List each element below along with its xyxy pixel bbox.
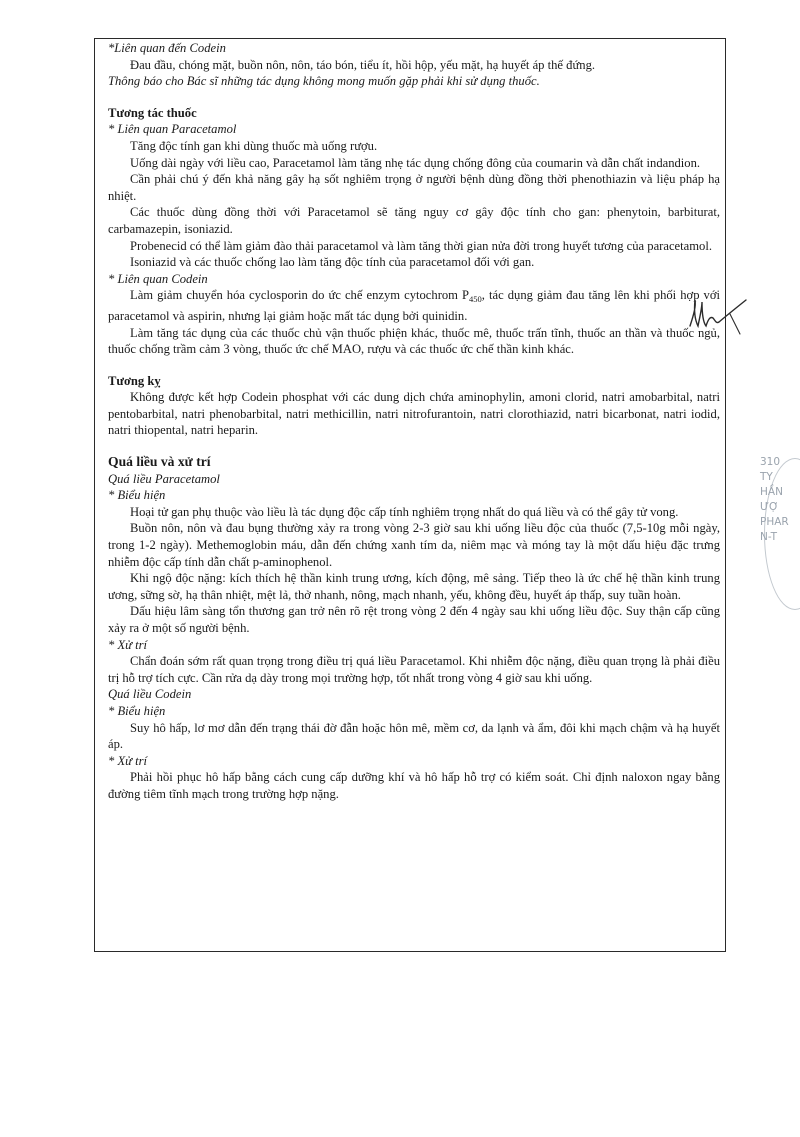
interaction-item: Uống dài ngày với liều cao, Paracetamol làm tăng nhẹ tác dụng chống đông của coumarin và dẫn chất indandion. [130, 155, 701, 170]
cytochrom-text-cont: , tác dụng giảm đau tăng lên khi phối hợp với paracetamol và aspirin, nhưng lại giảm hoặc mất tác dụng bởi quinidin. [108, 288, 720, 323]
overdose-sign-item: Buồn nôn, nôn và đau bụng thường xảy ra trong vòng 2-3 giờ sau khi uống liều độc của thuốc (7,5-10g mỗi ngày, trong 1-2 ngày). Methemoglobin máu, dẫn đến chứng xanh tím da, niêm mạc và móng tay là một dấu hiệu đặc trưng nhiễm độc cấp tính dẫn chất p-aminophenol. [108, 521, 720, 569]
document-body [108, 40, 720, 803]
overdose-paracetamol-heading: Quá liều Paracetamol [108, 471, 220, 486]
interactions-codein-subheading: * Liên quan Codein [108, 271, 208, 286]
stamp-line: ƯỢ [760, 501, 779, 513]
stamp-line: N-T [760, 531, 778, 543]
overdose-paracetamol-signs-label: * Biểu hiện [108, 488, 166, 503]
overdose-sign-item: Dấu hiệu lâm sàng tổn thương gan trở nên rõ rệt trong vòng 2 đến 4 ngày sau khi uống liều độc. Suy thận cấp cũng xảy ra ở một số người bệnh. [108, 604, 720, 635]
overdose-codein-treat-label: * Xử trí [108, 753, 148, 768]
interaction-item: Probenecid có thể làm giảm đào thải paracetamol và làm tăng thời gian nửa đời trong huyết tương của paracetamol. [130, 238, 712, 253]
handwritten-initials [686, 296, 750, 336]
overdose-sign-item: Khi ngộ độc nặng: kích thích hệ thần kinh trung ương, kích động, mê sảng. Tiếp theo là ức chế hệ thần kinh trung ương, sững sờ, hạ thân nhiệt, mệt lả, thở nhanh, nông, mạch nhanh, yếu, không đều, huyết áp thấp, suy tuần hoàn. [108, 571, 720, 602]
interaction-item: Isoniazid và các thuốc chống lao làm tăng độc tính của paracetamol đối với gan. [130, 255, 535, 270]
company-stamp-fragment [760, 455, 800, 605]
interaction-item: Tăng độc tính gan khi dùng thuốc mà uống rượu. [130, 138, 378, 153]
interactions-heading: Tương tác thuốc [108, 105, 197, 120]
overdose-heading: Quá liều và xử trí [108, 454, 211, 470]
incompatibility-heading: Tương kỵ [108, 373, 161, 388]
interaction-codein-item: Làm tăng tác dụng của các thuốc chủ vận thuốc phiện khác, thuốc mê, thuốc trấn tĩnh, thuốc an thần và thuốc ngủ, thuốc chống trầm cảm 3 vòng, thuốc ức chế MAO, rượu và các thuốc ức chế thần kinh khác. [108, 325, 720, 357]
stamp-line: HẦN [760, 486, 783, 498]
stamp-line: TY [760, 471, 773, 483]
codein-side-effects-text: Đau đầu, chóng mặt, buồn nôn, nôn, táo bón, tiểu ít, hồi hộp, yếu mặt, hạ huyết áp thế đứng. [130, 57, 596, 72]
overdose-codein-heading: Quá liều Codein [108, 687, 192, 702]
overdose-codein-signs-label: * Biểu hiện [108, 703, 166, 718]
overdose-codein-treat: Phải hồi phục hô hấp bằng cách cung cấp dưỡng khí và hô hấp hỗ trợ có kiểm soát. Chỉ định naloxon ngay bằng đường tiêm tĩnh mạch trong trường hợp nặng. [108, 770, 720, 801]
overdose-codein-signs: Suy hô hấp, lơ mơ dẫn đến trạng thái đờ đẫn hoặc hôn mê, mềm cơ, da lạnh và ẩm, đôi khi mạch chậm và hạ huyết áp. [108, 720, 720, 752]
incompatibility-text: Không được kết hợp Codein phosphat với các dung dịch chứa aminophylin, amoni clorid, natri amobarbital, natri pentobarbital, natri phenobarbital, natri methicillin, natri nitrofurantoin, natri clorothiazid, natri bicarbonat, natri iodid, natri thiopental, natri heparin. [108, 390, 720, 438]
interactions-paracetamol-subheading: * Liên quan Paracetamol [108, 122, 237, 137]
interaction-codein-item [108, 287, 720, 324]
overdose-paracetamol-treat-label: * Xử trí [108, 637, 148, 652]
overdose-paracetamol-treat: Chẩn đoán sớm rất quan trọng trong điều trị quá liều Paracetamol. Khi nhiễm độc nặng, điều quan trọng là phải điều trị hỗ trợ tích cực. Cần rửa dạ dày trong mọi trường hợp, tốt nhất trong vòng 4 giờ sau khi uống. [108, 654, 720, 685]
stamp-line: PHAR [760, 516, 789, 528]
cytochrom-subscript: 450 [469, 294, 482, 305]
codein-side-effects-heading: *Liên quan đến Codein [108, 41, 226, 55]
cytochrom-text: Làm giảm chuyển hóa cyclosporin do ức chế enzym cytochrom P [130, 288, 470, 303]
interaction-item: Cần phải chú ý đến khả năng gây hạ sốt nghiêm trọng ở người bệnh dùng đồng thời phenothiazin và liệu pháp hạ nhiệt. [108, 172, 720, 203]
stamp-line: 310 [760, 456, 781, 468]
overdose-sign-item: Hoại tử gan phụ thuộc vào liều là tác dụng độc cấp tính nghiêm trọng nhất do quá liều và có thể gây tử vong. [130, 504, 679, 519]
interaction-item: Các thuốc dùng đồng thời với Paracetamol sẽ tăng nguy cơ gây độc tính cho gan: phenytoin, barbiturat, carbamazepin, isoniazid. [108, 205, 720, 236]
side-effects-notice: Thông báo cho Bác sĩ những tác dụng không mong muốn gặp phải khi sử dụng thuốc. [108, 74, 540, 89]
